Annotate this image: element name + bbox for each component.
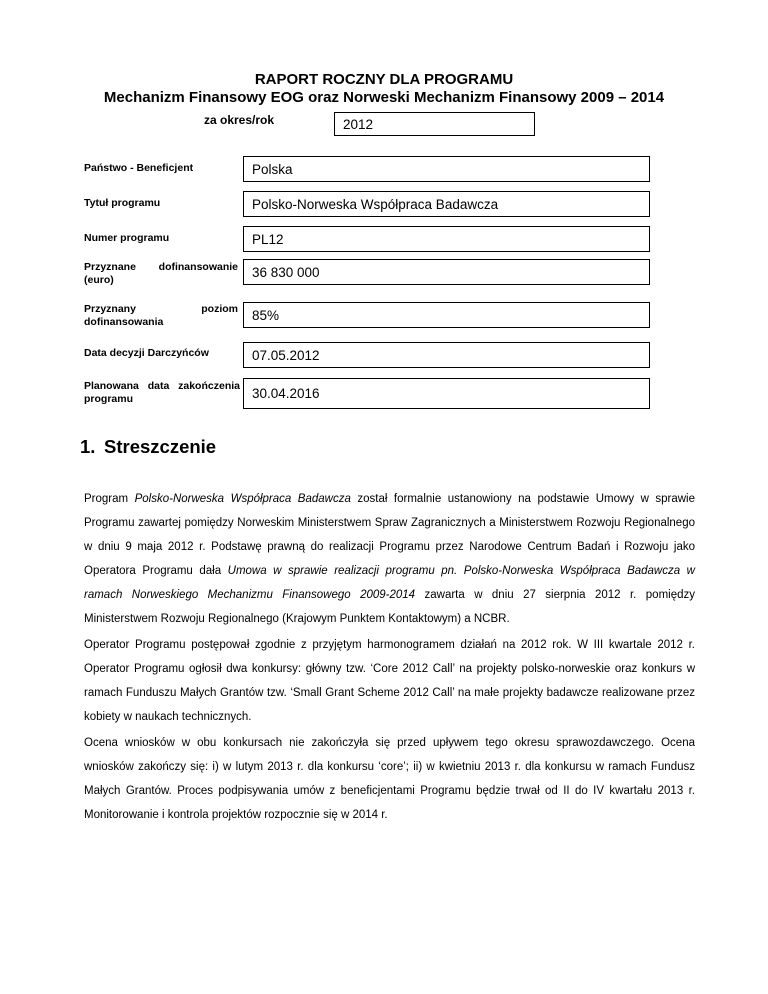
program-number-value: PL12 — [252, 231, 284, 247]
country-label: Państwo - Beneficjent — [84, 162, 194, 174]
country-field — [243, 156, 650, 182]
paragraph-2: Operator Programu postępował zgodnie z przyjętym harmonogramem działań na 2012 rok. W III kwartale 2012 r. Operator Programu ogłosił dwa konkursy: główny tzw. ‘Core 2012 Call’ na projekty polsko-norweskie oraz konkurs w ramach Funduszu Małych Grantów tzw. ‘Small Grant Scheme 2012 Call’ na małe projekty badawcze realizowane przez kobiety w naukach technicznych. — [84, 639, 695, 723]
grant-label-c: (euro) — [84, 274, 114, 286]
p1-part-d: Umowa w sprawie realizacji programu pn. Polsko-Norweska Współpraca Badawcza w ramach Norweskiego Mechanizmu Finansowego 2009-2014 — [84, 565, 695, 601]
section-heading — [80, 436, 216, 458]
decision-date-value: 07.05.2012 — [252, 347, 320, 363]
decision-date-field — [243, 342, 650, 368]
end-date-label-b: programu — [84, 393, 134, 405]
level-field — [243, 302, 650, 328]
grant-label-b: dofinansowanie — [158, 261, 238, 273]
grant-label — [84, 261, 238, 287]
end-date-label — [84, 380, 240, 406]
p1-part-a: Program — [84, 493, 135, 505]
level-label — [84, 303, 238, 329]
program-title-value: Polsko-Norweska Współpraca Badawcza — [252, 196, 499, 212]
grant-field — [243, 259, 650, 285]
p1-part-b: Polsko-Norweska Współpraca Badawcza — [134, 493, 351, 505]
period-label: za okres/rok — [204, 113, 275, 127]
p1-part-e: zawarta w dniu 27 sierpnia 2012 r. pomiędzy Ministerstwem Rozwoju Regionalnego (Krajowym Punktem Kontaktowym) a NCBR. — [84, 589, 695, 625]
section-title: Streszczenie — [104, 436, 217, 457]
country-value: Polska — [252, 161, 293, 177]
end-date-field — [243, 378, 650, 409]
report-title: RAPORT ROCZNY DLA PROGRAMU — [254, 71, 514, 88]
level-label-b: poziom — [201, 303, 238, 315]
program-title-label: Tytuł programu — [84, 197, 161, 209]
section-number: 1. — [80, 436, 96, 457]
paragraph-3: Ocena wniosków w obu konkursach nie zakończyła się przed upływem tego okresu sprawozdawczego. Ocena wniosków zakończy się: i) w lutym 2013 r. dla konkursu ‘core’; ii) w kwietniu 2013 r. dla konkursu w ramach Fundusz Małych Grantów. Proces podpisywania umów z beneficjentami Programu będzie trwał od II do IV kwartału 2013 r. Monitorowanie i kontrola projektów rozpocznie się w 2014 r. — [84, 737, 695, 821]
level-label-a: Przyznany — [84, 303, 136, 315]
end-date-label-a: Planowana data zakończenia — [84, 380, 240, 392]
period-value: 2012 — [343, 116, 374, 132]
program-title-field — [243, 191, 650, 217]
level-label-c: dofinansowania — [84, 316, 164, 328]
paragraph-1 — [84, 487, 695, 631]
program-number-field — [243, 226, 650, 252]
grant-value: 36 830 000 — [252, 264, 320, 280]
decision-date-label: Data decyzji Darczyńców — [84, 347, 209, 359]
p1-part-c: został formalnie ustanowiony na podstawie Umowy w sprawie Programu zawartej pomiędzy Norweskim Ministerstwem Spraw Zagranicznych a Ministerstwem Rozwoju Regionalnego w dniu 9 maja 2012 r. Podstawę prawną do realizacji Programu przez Narodowe Centrum Badań i Rozwoju jako Operatora Programu dała — [84, 493, 696, 577]
period-field — [334, 112, 535, 136]
level-value: 85% — [252, 307, 280, 323]
program-number-label: Numer programu — [84, 232, 170, 244]
end-date-value: 30.04.2016 — [252, 386, 320, 401]
report-subtitle: Mechanizm Finansowy EOG oraz Norweski Mechanizm Finansowy 2009 – 2014 — [103, 89, 665, 106]
grant-label-a: Przyznane — [84, 261, 136, 273]
